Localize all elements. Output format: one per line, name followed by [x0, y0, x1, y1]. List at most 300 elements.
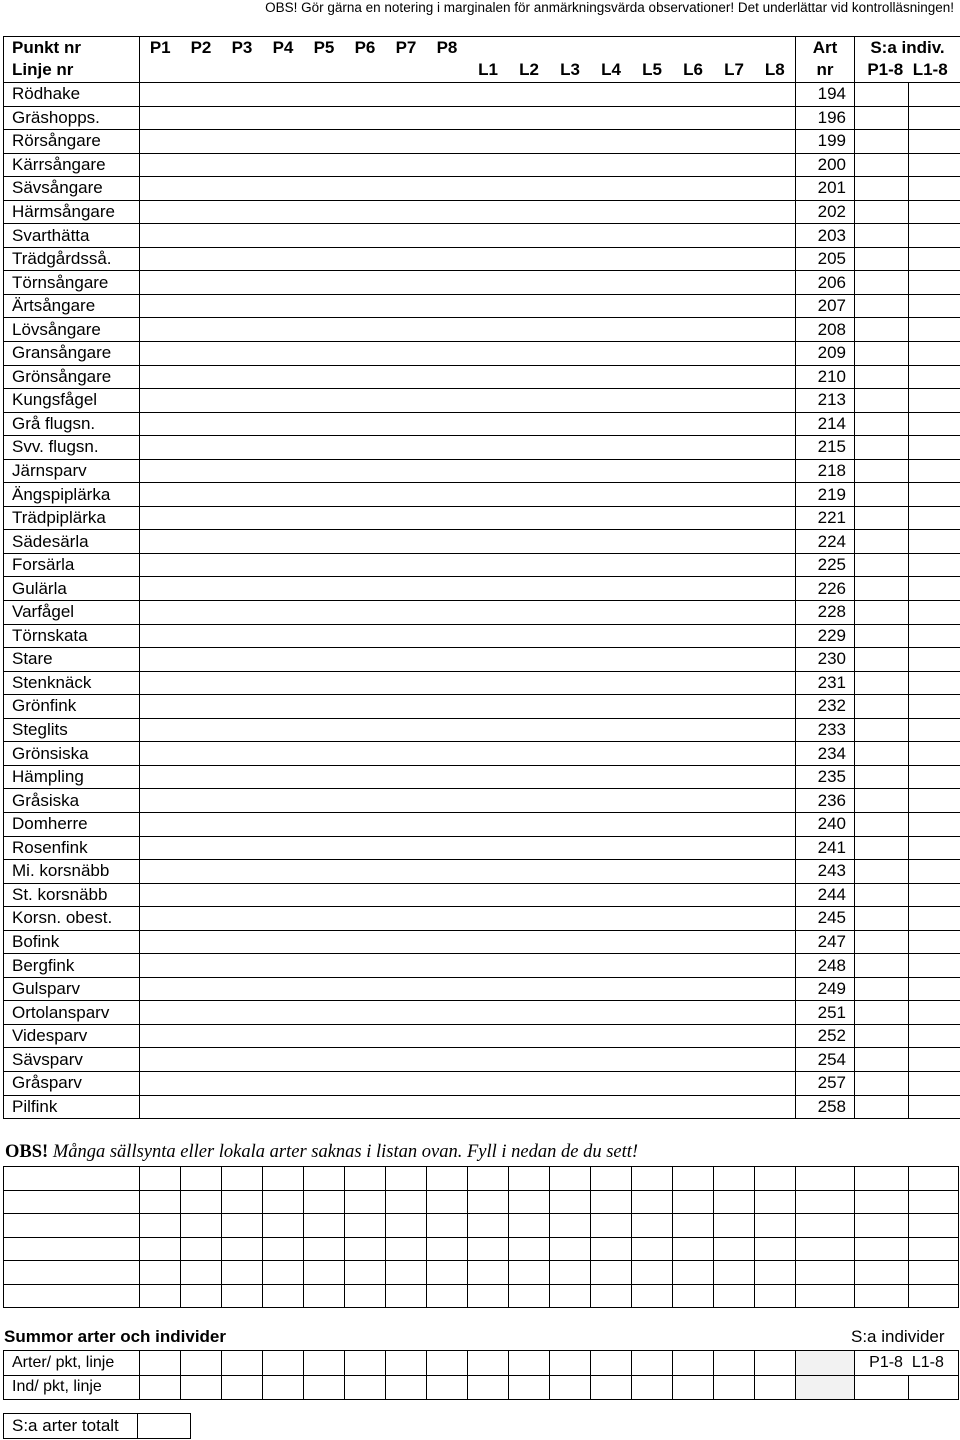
extra-count-cell[interactable]: [755, 1167, 796, 1191]
summary-count-cell[interactable]: [714, 1375, 755, 1400]
extra-count-cell[interactable]: [796, 1190, 855, 1214]
extra-count-cell[interactable]: [632, 1214, 673, 1238]
extra-count-cell[interactable]: [550, 1261, 591, 1285]
extra-count-cell[interactable]: [427, 1261, 468, 1285]
species-count-area[interactable]: [140, 318, 796, 342]
summary-count-cell[interactable]: [591, 1351, 632, 1376]
extra-count-cell[interactable]: [909, 1214, 959, 1238]
species-row: [4, 671, 960, 695]
species-count-area[interactable]: [140, 624, 796, 648]
species-sum-l[interactable]: [909, 577, 960, 601]
species-sum-l[interactable]: [909, 130, 960, 154]
summary-count-cell[interactable]: [386, 1351, 427, 1376]
extra-count-cell[interactable]: [591, 1261, 632, 1285]
extra-count-cell[interactable]: [140, 1284, 181, 1308]
extra-count-cell[interactable]: [550, 1167, 591, 1191]
species-sum-p[interactable]: [855, 318, 909, 342]
summary-sum-l[interactable]: [909, 1375, 959, 1400]
species-count-area[interactable]: [140, 742, 796, 766]
species-sum-l[interactable]: [909, 883, 960, 907]
extra-count-cell[interactable]: [222, 1214, 263, 1238]
species-sum-l[interactable]: [909, 530, 960, 554]
extra-count-cell[interactable]: [222, 1167, 263, 1191]
summary-count-cell[interactable]: [304, 1351, 345, 1376]
extra-count-cell[interactable]: [427, 1190, 468, 1214]
species-count-area[interactable]: [140, 883, 796, 907]
species-sum-p[interactable]: [855, 530, 909, 554]
species-sum-p[interactable]: [855, 883, 909, 907]
extra-count-cell[interactable]: [140, 1261, 181, 1285]
summary-count-cell[interactable]: [755, 1351, 796, 1376]
species-sum-p[interactable]: [855, 812, 909, 836]
extra-count-cell[interactable]: [632, 1237, 673, 1261]
species-sum-l[interactable]: [909, 789, 960, 813]
extra-count-cell[interactable]: [509, 1167, 550, 1191]
species-sum-l[interactable]: [909, 1095, 960, 1119]
species-sum-p[interactable]: [855, 153, 909, 177]
extra-count-cell[interactable]: [222, 1261, 263, 1285]
extra-count-cell[interactable]: [591, 1190, 632, 1214]
species-nr: 214: [796, 412, 855, 436]
species-sum-p[interactable]: [855, 648, 909, 672]
species-count-area[interactable]: [140, 695, 796, 719]
extra-count-cell[interactable]: [222, 1284, 263, 1308]
species-sum-l[interactable]: [909, 83, 960, 107]
extra-count-cell[interactable]: [550, 1190, 591, 1214]
extra-count-cell[interactable]: [632, 1284, 673, 1308]
species-sum-p[interactable]: [855, 177, 909, 201]
species-sum-l[interactable]: [909, 318, 960, 342]
extra-count-cell[interactable]: [140, 1190, 181, 1214]
species-row: [4, 601, 960, 625]
extra-count-cell[interactable]: [509, 1190, 550, 1214]
extra-count-cell[interactable]: [345, 1190, 386, 1214]
species-sum-l[interactable]: [909, 907, 960, 931]
extra-count-cell[interactable]: [345, 1214, 386, 1238]
extra-species-name-cell[interactable]: [4, 1214, 140, 1238]
species-count-area[interactable]: [140, 294, 796, 318]
extra-count-cell[interactable]: [140, 1167, 181, 1191]
species-count-area[interactable]: [140, 601, 796, 625]
extra-count-cell[interactable]: [386, 1237, 427, 1261]
summary-count-cell[interactable]: [714, 1351, 755, 1376]
summary-count-cell[interactable]: [222, 1375, 263, 1400]
species-sum-l[interactable]: [909, 742, 960, 766]
extra-count-cell[interactable]: [181, 1261, 222, 1285]
species-sum-p[interactable]: [855, 930, 909, 954]
extra-count-cell[interactable]: [468, 1190, 509, 1214]
species-count-area[interactable]: [140, 506, 796, 530]
species-sum-l[interactable]: [909, 601, 960, 625]
species-sum-p[interactable]: [855, 742, 909, 766]
species-sum-l[interactable]: [909, 1048, 960, 1072]
extra-count-cell[interactable]: [427, 1284, 468, 1308]
species-sum-p[interactable]: [855, 1048, 909, 1072]
extra-count-cell[interactable]: [714, 1237, 755, 1261]
species-sum-l[interactable]: [909, 718, 960, 742]
extra-count-cell[interactable]: [796, 1261, 855, 1285]
species-sum-l[interactable]: [909, 177, 960, 201]
extra-count-cell[interactable]: [509, 1284, 550, 1308]
extra-count-cell[interactable]: [345, 1284, 386, 1308]
summary-count-cell[interactable]: [509, 1375, 550, 1400]
extra-count-cell[interactable]: [714, 1214, 755, 1238]
species-sum-p[interactable]: [855, 247, 909, 271]
extra-species-name-cell[interactable]: [4, 1284, 140, 1308]
species-count-area[interactable]: [140, 860, 796, 884]
species-sum-l[interactable]: [909, 365, 960, 389]
extra-count-cell[interactable]: [509, 1261, 550, 1285]
species-count-area[interactable]: [140, 836, 796, 860]
species-count-area[interactable]: [140, 1071, 796, 1095]
summary-count-cell[interactable]: [468, 1351, 509, 1376]
species-sum-l[interactable]: [909, 695, 960, 719]
extra-count-cell[interactable]: [386, 1167, 427, 1191]
species-count-area[interactable]: [140, 365, 796, 389]
extra-count-cell[interactable]: [909, 1284, 959, 1308]
summary-count-cell[interactable]: [427, 1375, 468, 1400]
species-count-area[interactable]: [140, 436, 796, 460]
species-name: Lövsångare: [4, 318, 140, 342]
species-sum-p[interactable]: [855, 130, 909, 154]
species-sum-l[interactable]: [909, 153, 960, 177]
summary-count-cell[interactable]: [386, 1375, 427, 1400]
species-sum-p[interactable]: [855, 601, 909, 625]
species-sum-l[interactable]: [909, 930, 960, 954]
species-sum-p[interactable]: [855, 106, 909, 130]
extra-count-cell[interactable]: [855, 1284, 909, 1308]
extra-count-cell[interactable]: [509, 1237, 550, 1261]
species-count-area[interactable]: [140, 977, 796, 1001]
extra-count-cell[interactable]: [263, 1167, 304, 1191]
summary-count-cell[interactable]: [755, 1375, 796, 1400]
summary-count-cell[interactable]: [673, 1375, 714, 1400]
species-count-area[interactable]: [140, 247, 796, 271]
extra-count-cell[interactable]: [304, 1214, 345, 1238]
species-name: Gråsiska: [4, 789, 140, 813]
summary-count-cell[interactable]: [427, 1351, 468, 1376]
extra-count-cell[interactable]: [304, 1284, 345, 1308]
species-nr: 218: [796, 459, 855, 483]
species-count-area[interactable]: [140, 342, 796, 366]
extra-count-cell[interactable]: [796, 1284, 855, 1308]
species-sum-p[interactable]: [855, 577, 909, 601]
extra-count-cell[interactable]: [550, 1237, 591, 1261]
species-sum-l[interactable]: [909, 553, 960, 577]
species-sum-p[interactable]: [855, 1001, 909, 1025]
extra-count-cell[interactable]: [909, 1167, 959, 1191]
extra-count-cell[interactable]: [427, 1214, 468, 1238]
extra-count-cell[interactable]: [427, 1167, 468, 1191]
species-count-area[interactable]: [140, 671, 796, 695]
species-sum-p[interactable]: [855, 271, 909, 295]
species-sum-p[interactable]: [855, 1095, 909, 1119]
species-sum-l[interactable]: [909, 342, 960, 366]
total-cell[interactable]: [138, 1414, 191, 1439]
species-sum-l[interactable]: [909, 624, 960, 648]
extra-count-cell[interactable]: [222, 1237, 263, 1261]
species-sum-l[interactable]: [909, 412, 960, 436]
species-sum-l[interactable]: [909, 1024, 960, 1048]
extra-count-cell[interactable]: [855, 1237, 909, 1261]
extra-count-cell[interactable]: [755, 1261, 796, 1285]
species-count-area[interactable]: [140, 483, 796, 507]
extra-count-cell[interactable]: [755, 1284, 796, 1308]
species-sum-l[interactable]: [909, 648, 960, 672]
species-count-area[interactable]: [140, 1024, 796, 1048]
species-count-area[interactable]: [140, 83, 796, 107]
extra-count-cell[interactable]: [468, 1167, 509, 1191]
species-count-area[interactable]: [140, 271, 796, 295]
extra-count-cell[interactable]: [591, 1237, 632, 1261]
species-sum-p[interactable]: [855, 389, 909, 413]
extra-count-cell[interactable]: [755, 1237, 796, 1261]
extra-count-cell[interactable]: [263, 1261, 304, 1285]
species-sum-l[interactable]: [909, 954, 960, 978]
extra-count-cell[interactable]: [591, 1284, 632, 1308]
species-count-area[interactable]: [140, 765, 796, 789]
summary-count-cell[interactable]: [181, 1351, 222, 1376]
extra-count-cell[interactable]: [468, 1237, 509, 1261]
species-sum-p[interactable]: [855, 200, 909, 224]
summary-count-cell[interactable]: [263, 1351, 304, 1376]
species-sum-p[interactable]: [855, 506, 909, 530]
extra-count-cell[interactable]: [181, 1190, 222, 1214]
species-sum-p[interactable]: [855, 342, 909, 366]
species-count-area[interactable]: [140, 718, 796, 742]
extra-count-cell[interactable]: [386, 1261, 427, 1285]
extra-count-cell[interactable]: [345, 1167, 386, 1191]
extra-count-cell[interactable]: [181, 1284, 222, 1308]
summary-count-cell[interactable]: [222, 1351, 263, 1376]
summary-count-cell[interactable]: [304, 1375, 345, 1400]
extra-count-cell[interactable]: [632, 1261, 673, 1285]
extra-count-cell[interactable]: [673, 1284, 714, 1308]
species-sum-l[interactable]: [909, 506, 960, 530]
species-sum-l[interactable]: [909, 459, 960, 483]
extra-count-cell[interactable]: [509, 1214, 550, 1238]
extra-count-cell[interactable]: [714, 1167, 755, 1191]
extra-count-cell[interactable]: [304, 1261, 345, 1285]
species-sum-l[interactable]: [909, 860, 960, 884]
extra-count-cell[interactable]: [263, 1190, 304, 1214]
extra-species-name-cell[interactable]: [4, 1190, 140, 1214]
extra-species-name-cell[interactable]: [4, 1237, 140, 1261]
summary-count-cell[interactable]: [509, 1351, 550, 1376]
extra-count-cell[interactable]: [909, 1261, 959, 1285]
species-name: Sävsparv: [4, 1048, 140, 1072]
species-count-area[interactable]: [140, 106, 796, 130]
species-row: [4, 412, 960, 436]
summary-count-cell[interactable]: [591, 1375, 632, 1400]
species-sum-l[interactable]: [909, 1001, 960, 1025]
summary-count-cell[interactable]: [632, 1351, 673, 1376]
summary-count-cell[interactable]: [345, 1375, 386, 1400]
extra-count-cell[interactable]: [386, 1190, 427, 1214]
extra-count-cell[interactable]: [673, 1214, 714, 1238]
species-count-area[interactable]: [140, 553, 796, 577]
extra-count-cell[interactable]: [468, 1284, 509, 1308]
extra-count-cell[interactable]: [550, 1214, 591, 1238]
species-sum-p[interactable]: [855, 789, 909, 813]
species-sum-p[interactable]: [855, 459, 909, 483]
extra-species-name-cell[interactable]: [4, 1167, 140, 1191]
species-count-area[interactable]: [140, 459, 796, 483]
summary-row: [4, 1351, 959, 1376]
species-count-area[interactable]: [140, 907, 796, 931]
species-sum-p[interactable]: [855, 718, 909, 742]
species-sum-p[interactable]: [855, 907, 909, 931]
extra-count-cell[interactable]: [263, 1214, 304, 1238]
extra-count-cell[interactable]: [181, 1214, 222, 1238]
species-count-area[interactable]: [140, 930, 796, 954]
summary-count-cell[interactable]: [673, 1351, 714, 1376]
summary-count-cell[interactable]: [550, 1351, 591, 1376]
species-sum-l[interactable]: [909, 200, 960, 224]
species-sum-p[interactable]: [855, 765, 909, 789]
extra-count-cell[interactable]: [909, 1237, 959, 1261]
species-count-area[interactable]: [140, 1048, 796, 1072]
species-count-area[interactable]: [140, 412, 796, 436]
extra-count-cell[interactable]: [755, 1214, 796, 1238]
extra-species-name-cell[interactable]: [4, 1261, 140, 1285]
species-count-area[interactable]: [140, 954, 796, 978]
species-sum-l[interactable]: [909, 483, 960, 507]
extra-count-cell[interactable]: [855, 1214, 909, 1238]
species-count-area[interactable]: [140, 812, 796, 836]
species-sum-p[interactable]: [855, 860, 909, 884]
species-sum-l[interactable]: [909, 106, 960, 130]
species-count-area[interactable]: [140, 648, 796, 672]
extra-count-cell[interactable]: [140, 1237, 181, 1261]
extra-count-cell[interactable]: [386, 1214, 427, 1238]
species-count-area[interactable]: [140, 177, 796, 201]
species-sum-l[interactable]: [909, 1071, 960, 1095]
species-count-area[interactable]: [140, 130, 796, 154]
header-col-9: [468, 37, 509, 83]
extra-count-cell[interactable]: [345, 1237, 386, 1261]
extra-count-cell[interactable]: [796, 1167, 855, 1191]
extra-count-cell[interactable]: [855, 1261, 909, 1285]
summary-count-cell[interactable]: [550, 1375, 591, 1400]
extra-count-cell[interactable]: [140, 1214, 181, 1238]
species-sum-p[interactable]: [855, 671, 909, 695]
extra-count-cell[interactable]: [673, 1190, 714, 1214]
species-sum-p[interactable]: [855, 224, 909, 248]
species-count-area[interactable]: [140, 1001, 796, 1025]
extra-count-cell[interactable]: [468, 1261, 509, 1285]
extra-count-cell[interactable]: [591, 1214, 632, 1238]
extra-count-cell[interactable]: [714, 1261, 755, 1285]
summary-count-cell[interactable]: [181, 1375, 222, 1400]
species-sum-p[interactable]: [855, 412, 909, 436]
species-sum-l[interactable]: [909, 247, 960, 271]
extra-count-cell[interactable]: [263, 1284, 304, 1308]
extra-count-cell[interactable]: [181, 1167, 222, 1191]
summary-count-cell[interactable]: [140, 1375, 181, 1400]
summary-count-cell[interactable]: [140, 1351, 181, 1376]
species-sum-p[interactable]: [855, 977, 909, 1001]
extra-count-cell[interactable]: [468, 1214, 509, 1238]
species-sum-l[interactable]: [909, 977, 960, 1001]
species-sum-l[interactable]: [909, 812, 960, 836]
species-count-area[interactable]: [140, 530, 796, 554]
species-sum-p[interactable]: [855, 553, 909, 577]
species-name: Gråsparv: [4, 1071, 140, 1095]
summary-count-cell[interactable]: [345, 1351, 386, 1376]
species-count-area[interactable]: [140, 200, 796, 224]
species-sum-p[interactable]: [855, 483, 909, 507]
species-sum-p[interactable]: [855, 836, 909, 860]
extra-count-cell[interactable]: [345, 1261, 386, 1285]
species-sum-l[interactable]: [909, 836, 960, 860]
extra-count-cell[interactable]: [591, 1167, 632, 1191]
species-sum-l[interactable]: [909, 765, 960, 789]
extra-count-cell[interactable]: [386, 1284, 427, 1308]
species-sum-l[interactable]: [909, 436, 960, 460]
species-sum-l[interactable]: [909, 271, 960, 295]
species-count-area[interactable]: [140, 577, 796, 601]
species-count-area[interactable]: [140, 153, 796, 177]
species-sum-p[interactable]: [855, 695, 909, 719]
extra-count-cell[interactable]: [181, 1237, 222, 1261]
species-row: [4, 271, 960, 295]
extra-count-cell[interactable]: [632, 1190, 673, 1214]
species-sum-p[interactable]: [855, 1071, 909, 1095]
extra-count-cell[interactable]: [714, 1284, 755, 1308]
extra-count-cell[interactable]: [796, 1237, 855, 1261]
extra-count-cell[interactable]: [673, 1167, 714, 1191]
species-sum-l[interactable]: [909, 294, 960, 318]
summary-count-cell[interactable]: [632, 1375, 673, 1400]
species-name: Stare: [4, 648, 140, 672]
extra-count-cell[interactable]: [796, 1214, 855, 1238]
species-sum-p[interactable]: [855, 365, 909, 389]
species-sum-l[interactable]: [909, 389, 960, 413]
extra-count-cell[interactable]: [673, 1261, 714, 1285]
extra-count-cell[interactable]: [304, 1167, 345, 1191]
extra-count-cell[interactable]: [304, 1190, 345, 1214]
extra-count-cell[interactable]: [632, 1167, 673, 1191]
species-count-area[interactable]: [140, 389, 796, 413]
species-count-area[interactable]: [140, 1095, 796, 1119]
extra-count-cell[interactable]: [855, 1190, 909, 1214]
extra-count-cell[interactable]: [550, 1284, 591, 1308]
extra-count-cell[interactable]: [755, 1190, 796, 1214]
extra-count-cell[interactable]: [263, 1237, 304, 1261]
species-sum-p[interactable]: [855, 436, 909, 460]
species-sum-l[interactable]: [909, 224, 960, 248]
extra-count-cell[interactable]: [714, 1190, 755, 1214]
species-sum-p[interactable]: [855, 83, 909, 107]
species-sum-p[interactable]: [855, 1024, 909, 1048]
summary-count-cell[interactable]: [263, 1375, 304, 1400]
species-sum-p[interactable]: [855, 294, 909, 318]
species-count-area[interactable]: [140, 224, 796, 248]
species-sum-l[interactable]: [909, 671, 960, 695]
extra-count-cell[interactable]: [909, 1190, 959, 1214]
summary-count-cell[interactable]: [468, 1375, 509, 1400]
species-sum-p[interactable]: [855, 624, 909, 648]
extra-count-cell[interactable]: [673, 1237, 714, 1261]
species-sum-p[interactable]: [855, 954, 909, 978]
summary-sum-p[interactable]: [855, 1375, 909, 1400]
species-count-area[interactable]: [140, 789, 796, 813]
extra-count-cell[interactable]: [222, 1190, 263, 1214]
extra-count-cell[interactable]: [855, 1167, 909, 1191]
extra-count-cell[interactable]: [304, 1237, 345, 1261]
extra-count-cell[interactable]: [427, 1237, 468, 1261]
